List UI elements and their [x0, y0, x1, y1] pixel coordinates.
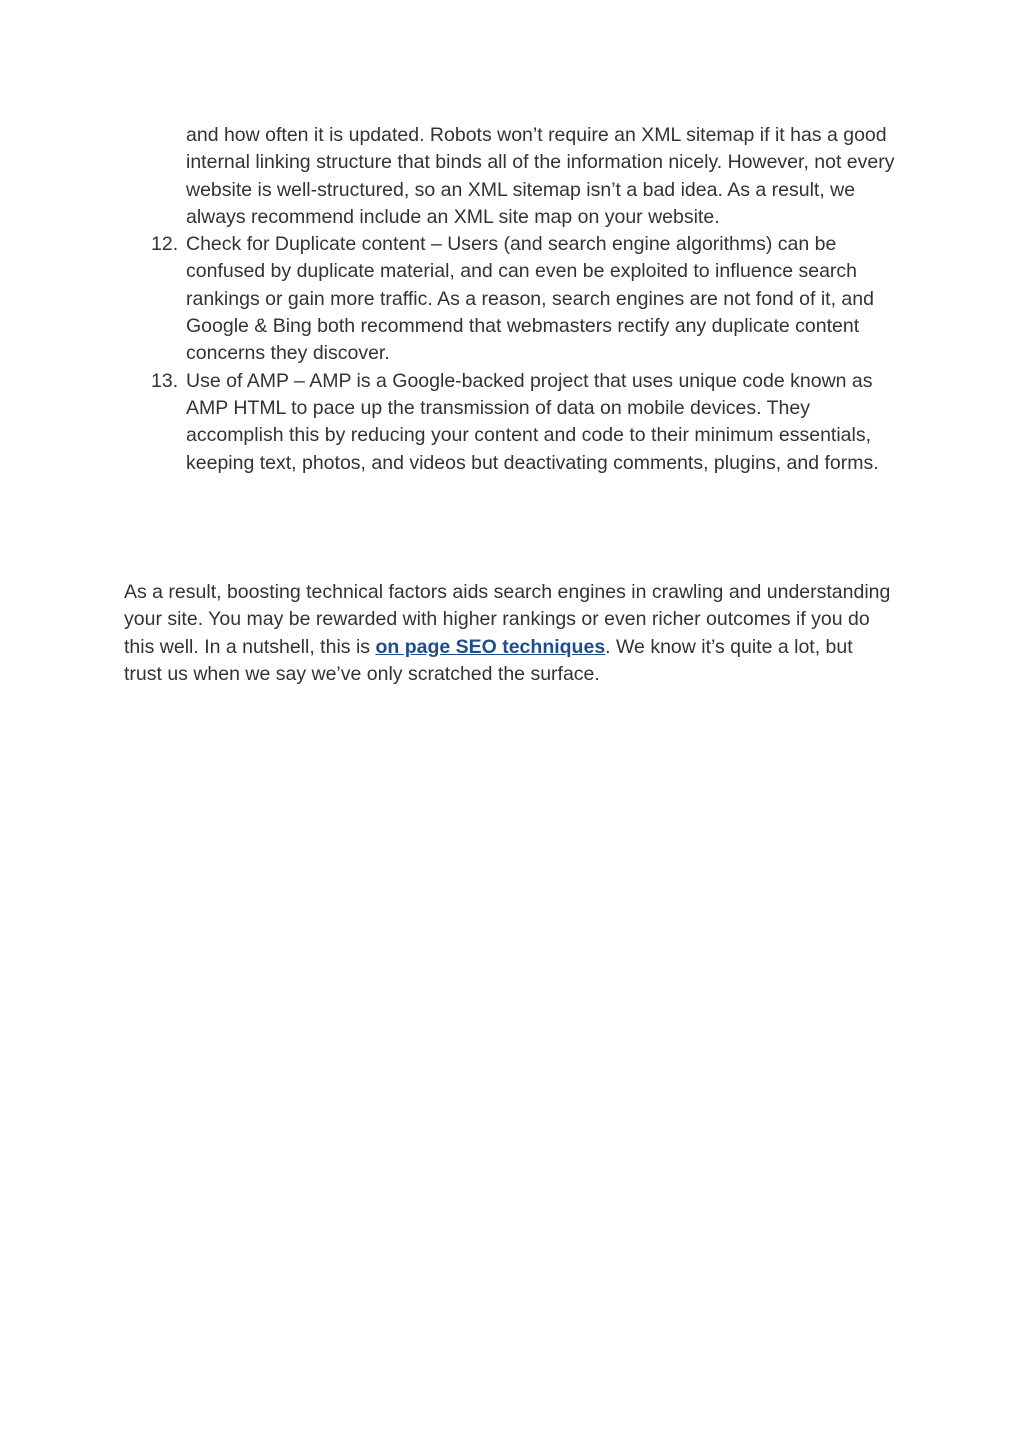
list-item-text: Check for Duplicate content – Users (and search engine algorithms) can be confused by duplicate material, and can even be exploited to influence search rankings or gain more traffic. As a reason, search engines are not fond of it, and Google & Bing both recommend that webmasters rectify any duplicate content concerns they discover. [186, 233, 874, 365]
conclusion-text-before: As a result, boosting technical factors aids search engines in crawling and understanding your site. You may be rewarded with higher rankings or even richer outcomes if you do this well. In a nutshell, this is [124, 581, 891, 658]
conclusion-paragraph [124, 579, 894, 688]
seo-techniques-link[interactable]: on page SEO techniques [375, 635, 606, 658]
list-item [0, 231, 901, 367]
numbered-list [0, 122, 1024, 477]
list-item-continuation [0, 122, 901, 231]
list-item-text: Use of AMP – AMP is a Google-backed project that uses unique code known as AMP HTML to pace up the transmission of data on mobile devices. They accomplish this by reducing your content and code to their minimum essentials, keeping text, photos, and videos but deactivating comments, plugins, and forms. [186, 369, 879, 474]
list-item-text: and how often it is updated. Robots won’t require an XML sitemap if it has a good internal linking structure that binds all of the information nicely. However, not every website is well-structured, so an XML sitemap isn’t a bad idea. As a result, we always recommend include an XML site map on your website. [186, 124, 895, 228]
conclusion-text-after: . We know it’s quite a lot, but trust us when we say we’ve only scratched the surface. [124, 635, 853, 685]
list-item [0, 368, 901, 477]
list-item-number: 13. [151, 369, 179, 392]
list-item-number: 12. [151, 233, 179, 256]
